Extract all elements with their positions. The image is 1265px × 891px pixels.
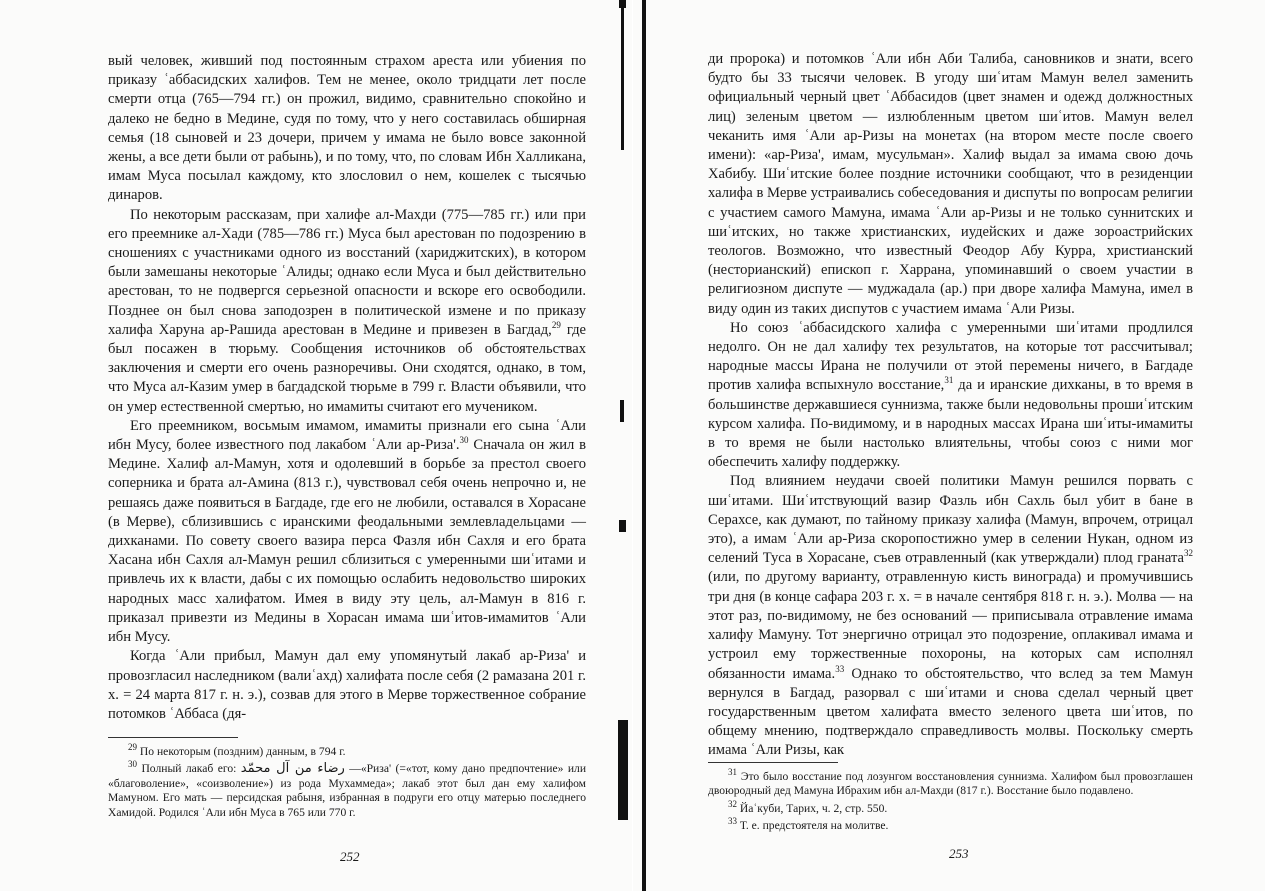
left-body-text — [108, 52, 586, 724]
right-body-text — [708, 50, 1193, 761]
page-number: 253 — [949, 846, 969, 861]
footnote-ref: 33 — [835, 663, 845, 674]
paragraph: вый человек, живший под постоянным страхом ареста или убиения по приказу ʿаббасидских халифов. Тем не менее, около тридцати лет после смерти отца (765—794 гг.) он прожил, видимо, сравнительно спокойно и далеко не бедно в Медине, судя по тому, что у него составилась обширная семья (18 сыновей и 23 дочери, причем у имама не было вовсе законной жены, а все дети были от рабынь), и по тому, что, по словам Ибн Халликана, имам Муса посылал каждому, кто злословил о нем, кошелек с тысячью динаров. — [108, 53, 586, 204]
paragraph: Но союз ʿаббасидского халифа с умеренными шиʿитами продлился недолго. Он не дал халифу тех результатов, на которые тот рассчитывал; народные массы Ирана не получили от этой перемены ничего, в Багдаде против халифа вспыхнуло восстание,$^{31}$ да и иранские дихканы, в то время в большинстве державшиеся суннизма, также были недовольны прошиʿитским курсом халифа. По-видимому, и в народных массах Ирана шиʿиты-имамиты в то время не были настолько влиятельны, чтобы союз с ними мог обеспечить халифу поддержку. — [708, 319, 1193, 471]
footnote: $^{30}$ Полный лакаб его: رضاء من آل محمّد —«Риза' (=«тот, кому дано предпочтение» или «благоволение», «соизволение») из рода Мухаммеда»; лакаб этот был дан ему халифом Мамуном. Его мать — персидская рабыня, избранная в подруги его отцу матерью последнего Хамидой. Родился ʿАли ибн Муса в 765 или 770 г. — [108, 759, 587, 819]
footnote-divider — [708, 762, 838, 763]
paragraph: Его преемником, восьмым имамом, имамиты признали его сына ʿАли ибн Мусу, более известного под лакабом ʿАли ар-Риза'.$^{30}$ Сначала он жил в Медине. Халиф ал-Мамун, хотя и одолевший в борьбе за престол своего соперника и брата ал-Амина (813 г.), чувствовал себя очень непрочно и, не решаясь даже появиться в Багдаде, где его не любили, оставался в Хорасане (в Мерве), сблизившись с иранскими феодальными землевладельцами — дихканами. По совету своего вазира перса Фазля ибн Сахля и его брата Хасана ибн Сахля ал-Мамун решил сблизиться с умеренными шиʿитами и привлечь их к власти, дабы с их помощью ослабить недовольство широких народных масс халифатом. Имея в виду эту цель, ал-Мамун в 816 г. приказал привезти из Медины в Хорасан имама шиʿитов-имамитов ʿАли ибн Мусу. — [108, 417, 586, 646]
footnote: $^{33}$ Т. е. предстоятеля на молитве. — [728, 816, 889, 833]
book-gutter — [618, 0, 648, 891]
footnote: $^{32}$ Йаʿкуби, Тарих, ч. 2, стр. 550. — [728, 798, 888, 815]
footnote-ref: 30 — [459, 435, 469, 446]
paragraph: ди пророка) и потомков ʿАли ибн Аби Талиба, сановников и знати, всего будто бы 33 тысячи человек. В угоду шиʿитам Мамун велел заменить официальный черный цвет ʿАббасидов (цвет знамен и одежд должностных лиц) зеленым цветом — излюбленным цветом шиʿитов. Мамун велел чеканить имя ʿАли ар-Ризы на монетах (на втором месте после своего имени): «ар-Риза', имам, мусульман». Халиф выдал за имама свою дочь Хабибу. Шиʿитские более поздние источники сообщают, что в резиденции халифа в Мерве устраивались собеседования и диспуты по вопросам религии с участием самого Мамуна, имама ʿАли ар-Ризы и не только суннитских и шиʿитских, но также христианских, иудейских и даже зороастрийских теологов. Возможно, что известный Феодор Абу Курра, христианский (несторианский) епископ г. Харрана, упоминавший о своем участии в религиозном диспуте — муджадала (ар.) при дворе халифа Мамуна, имел в виду один из таких диспутов с участием имама ʿАли Ризы. — [708, 51, 1193, 317]
paragraph: По некоторым рассказам, при халифе ал-Махди (775—785 гг.) или при его преемнике ал-Хади (785—786 гг.) Муса был арестован по подозрению в сношениях с участниками одного из восстаний (хариджитских), в котором были замешаны некоторые ʿАлиды; однако если Муса и был действительно арестован, то не подвергся серьезной опасности и вскоре его освободили. Позднее он был снова заподозрен в политической измене и по приказу халифа Харуна ар-Рашида арестован в Медине и привезен в Багдад,$^{29}$ где был посажен в тюрьму. Сообщения источников об обстоятельствах заключения и смерти его очень разноречивы. Они сходятся, однако, в том, что Муса ал-Казим умер в багдадской тюрьме в 799 г. Власти объявили, что он умер естественной смертью, но имамиты считают его мучеником. — [108, 206, 586, 415]
right-footnotes — [708, 767, 1193, 837]
footnote-ref: 32 — [1184, 548, 1193, 559]
footnote-ref: 29 — [551, 319, 561, 330]
left-footnotes — [108, 742, 587, 823]
page-number: 252 — [340, 849, 360, 864]
paragraph: Когда ʿАли прибыл, Мамун дал ему упомянутый лакаб ар-Риза' и провозгласил наследником (валиʿахд) халифата после себя (2 рамазана 201 г. х. = 24 марта 817 г. н. э.), созвав для этого в Мерве торжественное собрание потомков ʿАббаса (дя- — [108, 648, 586, 722]
footnote: $^{31}$ Это было восстание под лозунгом восстановления суннизма. Халифом был провозглашен двоюродный дед Мамуна Ибрахим ибн ал-Махди (817 г.). Восстание было подавлено. — [708, 767, 1193, 798]
footnote-ref: 31 — [944, 375, 954, 386]
left-page — [0, 0, 632, 891]
paragraph: Под влиянием неудачи своей политики Мамун решился порвать с шиʿитами. Шиʿитствующий вазир Фазль ибн Сахль был убит в бане в Серахсе, как думают, по тайному приказу халифа (Мамун, впрочем, отрицал это), а имам ʿАли ар-Риза скоропостижно умер в селении Нукан, одном из селений Туса в Хорасане, съев отравленный (как утверждали) плод граната$^{32}$ (или, по другому варианту, отравленную кисть винограда) и промучившись три дня (в конце сафара 203 г. х. = в начале сентября 818 г. н. э.). Молва — на этот раз, по-видимому, не без оснований — приписывала отравление имама халифу Мамуну. Тот энергично отрицал это подозрение, оплакивал имама и устроил ему торжественные похороны, на которых сам исполнял обязанности имама.$^{33}$ Однако то обстоятельство, что вслед за тем Мамун вернулся в Багдад, разорвал с шиʿитами и снова сделал черный цвет государственным цветом халифата вместо зеленого цвета шиʿитов, по общему мнению, подтверждало справедливость молвы. Поскольку смерть имама ʿАли Ризы, как — [708, 473, 1193, 759]
arabic-phrase: رضاء من آل محمّد — [240, 761, 345, 777]
footnote: $^{29}$ По некоторым (поздним) данным, в 794 г. — [128, 742, 346, 758]
footnote-divider — [108, 737, 238, 738]
right-page — [633, 0, 1265, 891]
